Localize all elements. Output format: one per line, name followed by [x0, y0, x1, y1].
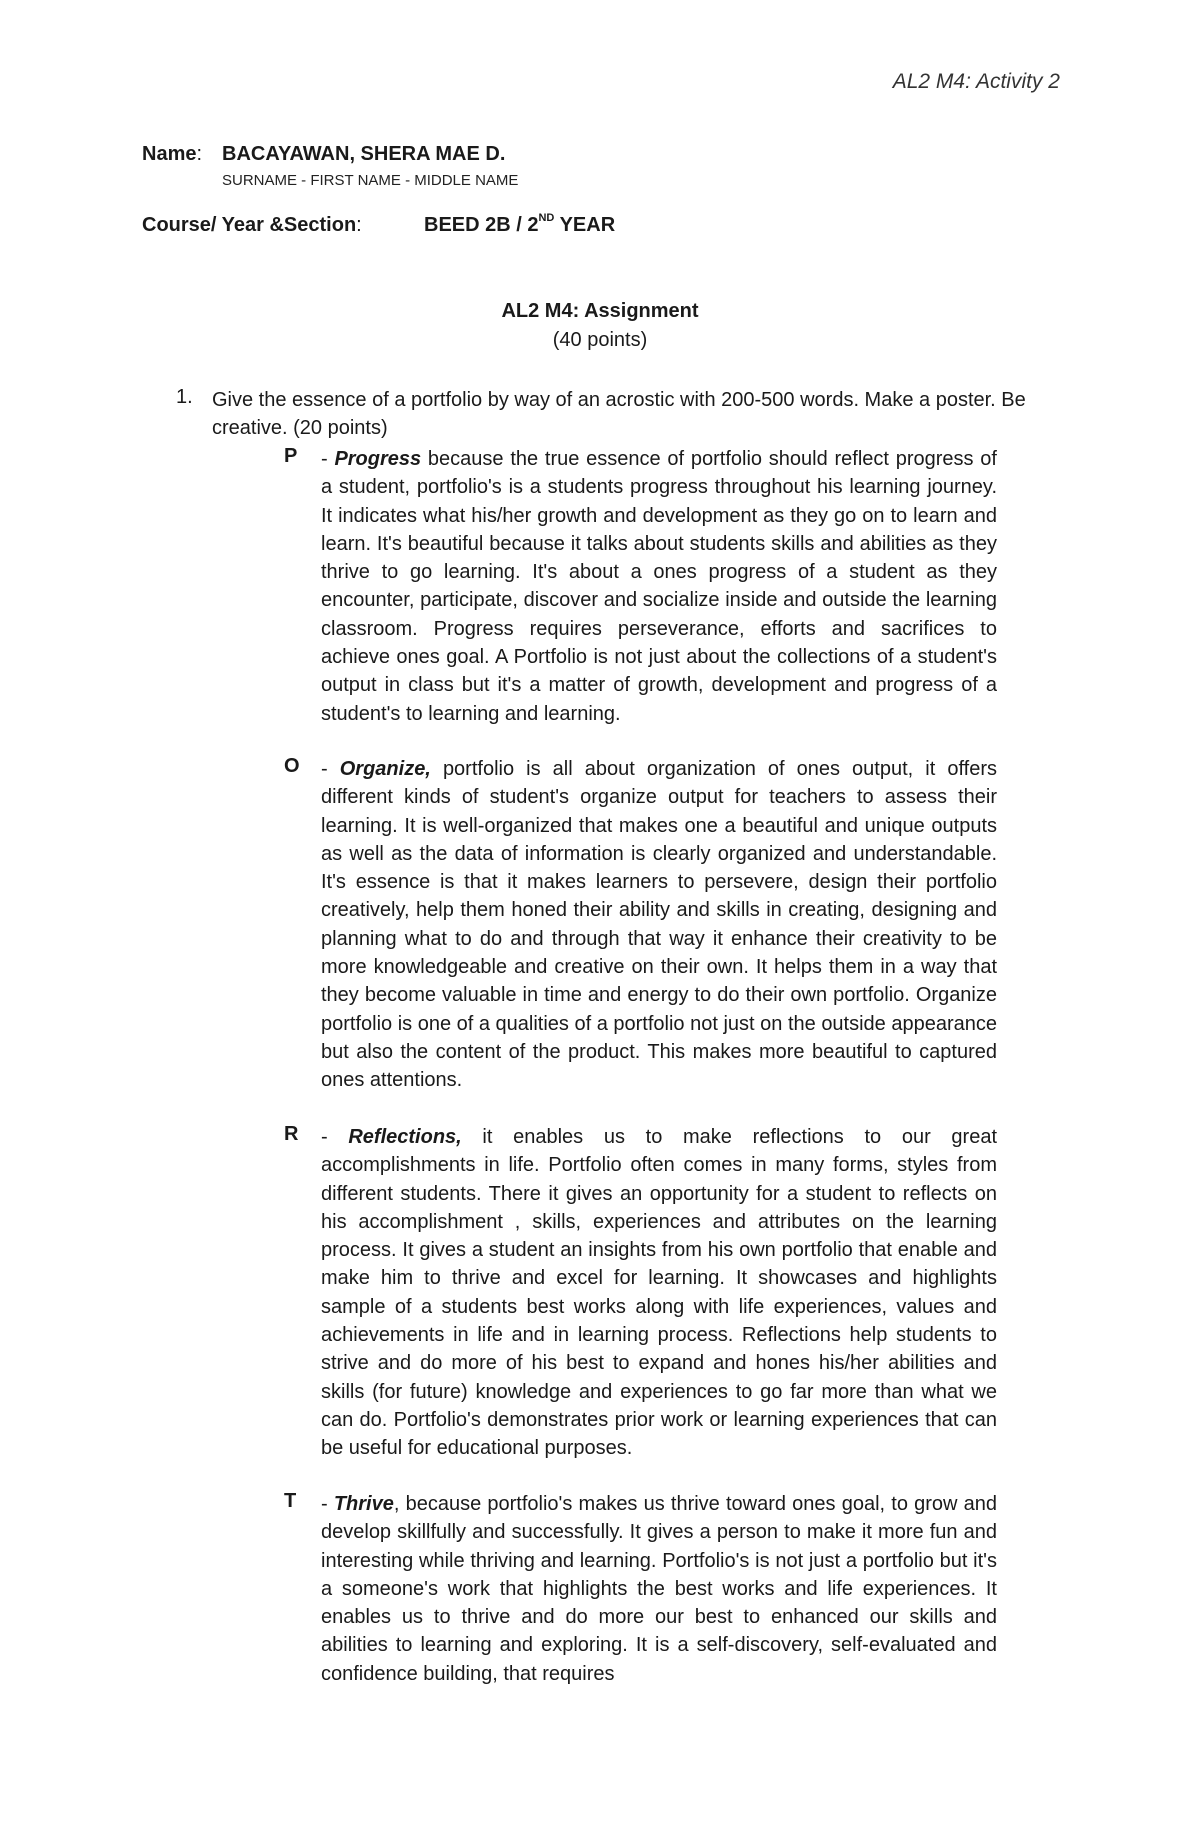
acrostic-text: , because portfolio's makes us thrive toward ones goal, to grow and develop skillfully and successfully. It gives a person to make it more fun and interesting while thriving and learning. Portfolio's is not just a portfolio but it's a someone's work that highlights the best works and life experiences. It enables us to thrive and do more our best to enhanced our skills and abilities to learning and exploring. It is a self-discovery, self-evaluated and confidence building, that requires [321, 1493, 998, 1685]
acrostic-dash: - [321, 448, 335, 470]
student-name: BACAYAWAN, SHERA MAE D. [222, 143, 506, 165]
assignment-title: AL2 M4: Assignment [501, 300, 699, 322]
question-number: 1. [176, 386, 193, 408]
name-label: Name [142, 143, 197, 165]
acrostic-text: it enables us to make reflections to our great accomplishments in life. Portfolio often comes in many forms, styles from different students. There it gives an opportunity for a student to reflects on his accomplishment , skills, experiences and attributes on the learning process. It gives a student an insights from his own portfolio that enable and make him to thrive and excel for learning. It showcases and highlights sample of a students best works along with life experiences, values and achievements in life and in learning process. Reflections help students to strive and do more of his best to expand and hones his/her abilities and skills (for future) knowledge and experiences to go far more than what we can do. Portfolio's demonstrates prior work or learning experiences that can be useful for educational purposes. [321, 1126, 998, 1460]
course-value-main: BEED 2B / 2 [424, 214, 539, 236]
activity-header: AL2 M4: Activity 2 [892, 70, 1060, 93]
course-label: Course/ Year &Section [142, 214, 357, 236]
question-text: Give the essence of a portfolio by way of an acrostic with 200-500 words. Make a poster. Be creative. (20 points) [212, 389, 1026, 439]
course-value-ordinal: ND [538, 212, 555, 224]
acrostic-letter-p: P [284, 445, 298, 467]
acrostic-keyword: Organize, [339, 758, 431, 780]
name-format-hint: SURNAME - FIRST NAME - MIDDLE NAME [222, 172, 519, 189]
acrostic-keyword: Thrive [333, 1493, 394, 1515]
acrostic-letter-t: T [284, 1490, 297, 1512]
acrostic-letter-o: O [284, 755, 300, 777]
acrostic-entry-progress [321, 445, 997, 728]
acrostic-text: because the true essence of portfolio should reflect progress of a student, portfolio's is a students progress throughout his learning journey. It indicates what his/her growth and development as they go on to learn and learn. It's beautiful because it talks about students skills and abilities as they thrive to go learning. It's about a ones progress of a student as they encounter, participate, discover and socialize inside and outside the learning classroom. Progress requires perseverance, efforts and sacrifices to achieve ones goal. A Portfolio is not just about the collections of a student's output in class but it's a matter of growth, development and progress of a student's to learning and learning. [321, 448, 997, 725]
course-value-year: YEAR [554, 214, 616, 236]
acrostic-letter-r: R [284, 1123, 299, 1145]
acrostic-entry-thrive [321, 1490, 997, 1688]
course-value [424, 214, 615, 237]
assignment-points: (40 points) [552, 329, 648, 351]
acrostic-text: portfolio is all about organization of ones output, it offers different kinds of student's organize output for teachers to assess their learning. It is well-organized that makes one a beautiful and unique outputs as well as the data of information is clearly organized and understandable. It's essence is that it makes learners to persevere, design their portfolio creatively, help them honed their ability and skills in creating, designing and planning what to do and through that way it enhance their creativity to be more knowledgeable and creative on their own. It helps them in a way that they become valuable in time and energy to do their own portfolio. Organize portfolio is one of a qualities of a portfolio not just on the outside appearance but also the content of the product. This makes more beautiful to captured ones attentions. [321, 758, 998, 1092]
acrostic-entry-reflections [321, 1123, 997, 1463]
name-label-row: Name: [142, 143, 203, 165]
acrostic-keyword: Progress [334, 448, 422, 470]
acrostic-dash: - [321, 1126, 349, 1148]
acrostic-dash: - [321, 1493, 334, 1515]
course-label-row: Course/ Year &Section: [142, 214, 362, 236]
acrostic-keyword: Reflections, [348, 1126, 462, 1148]
acrostic-dash: - [321, 758, 340, 780]
acrostic-entry-organize [321, 755, 997, 1095]
